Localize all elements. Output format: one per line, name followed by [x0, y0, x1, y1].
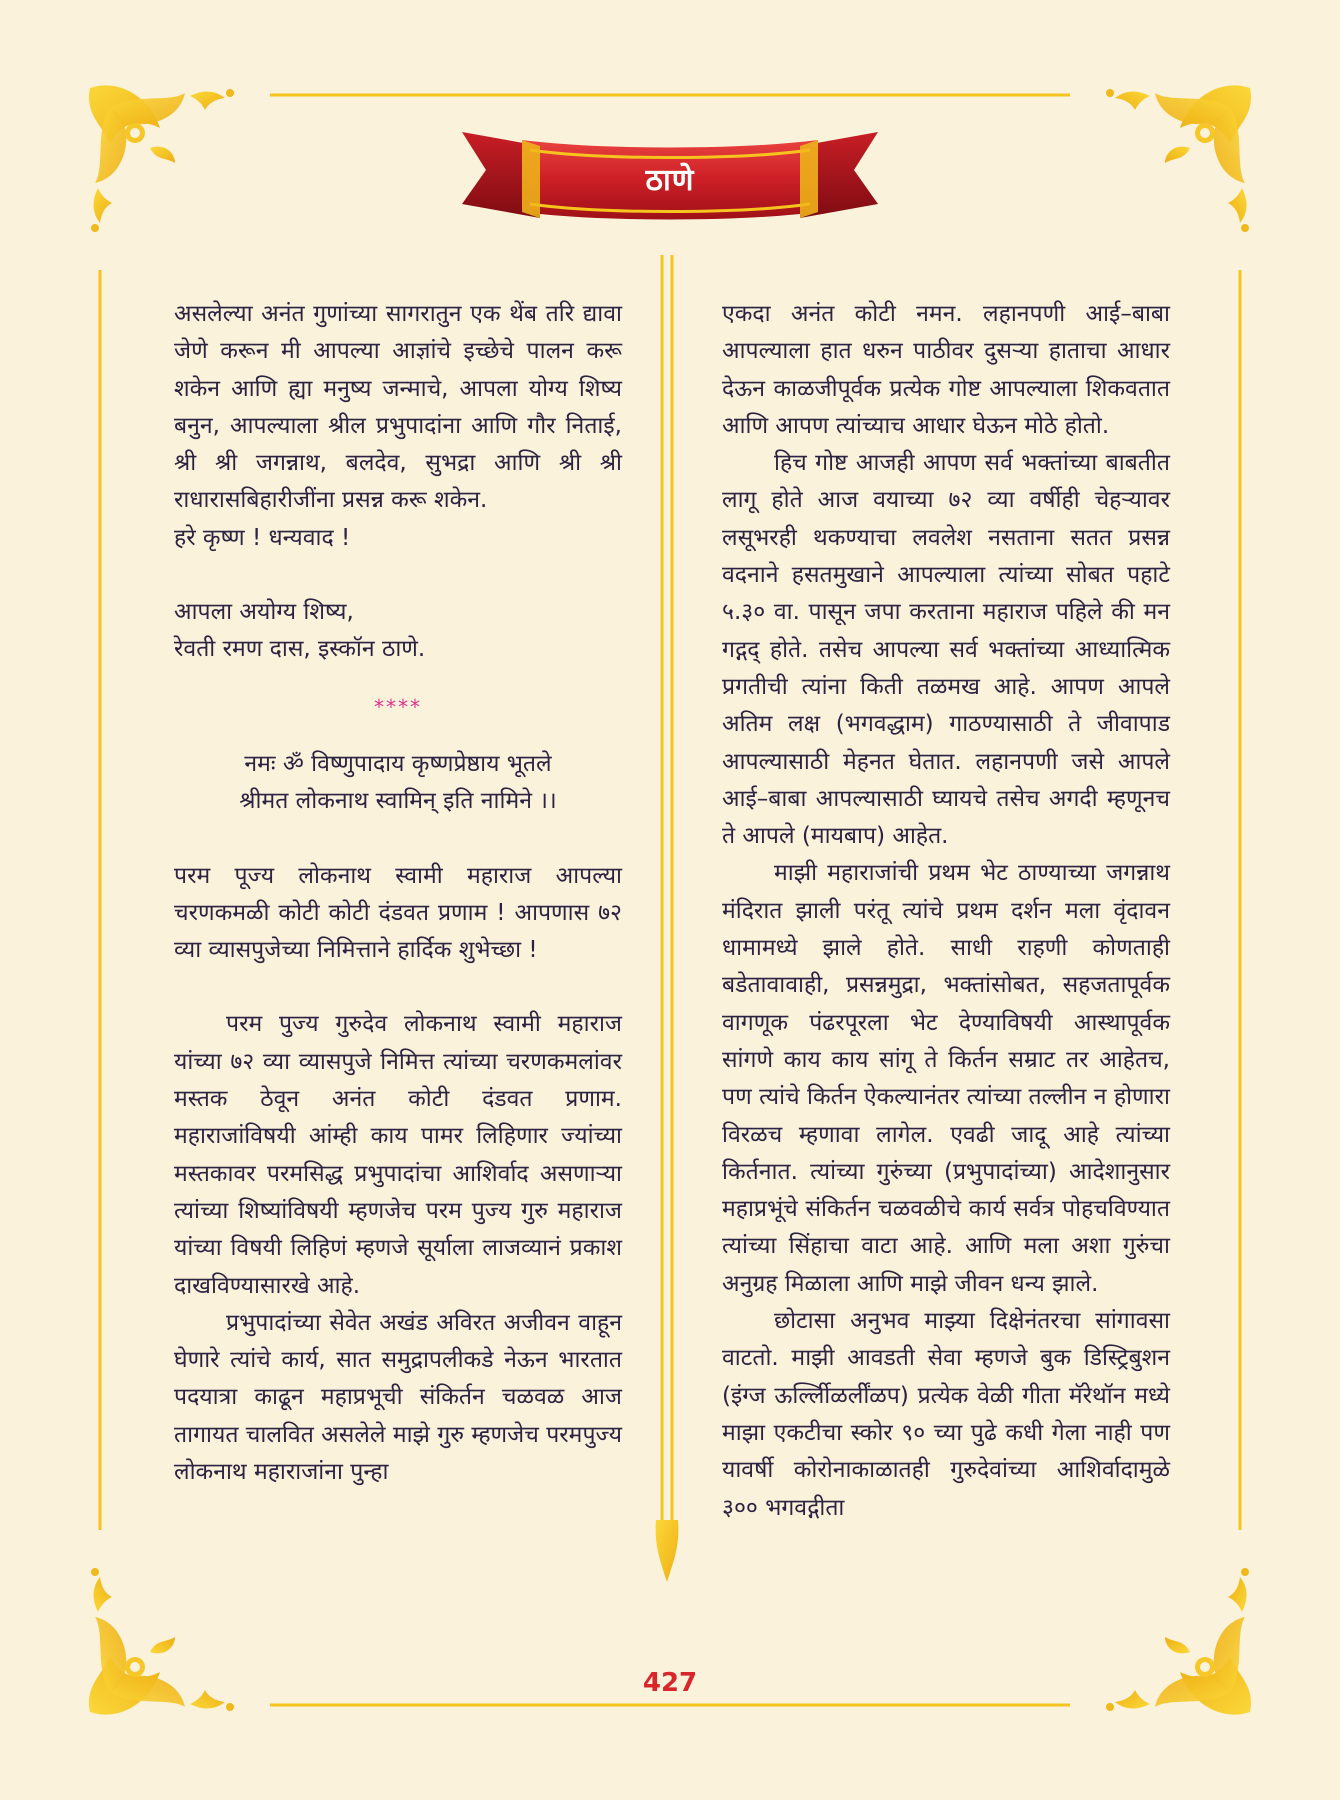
paragraph: असलेल्या अनंत गुणांच्या सागरातुन एक थेंब तरि द्यावा जेणे करून मी आपल्या आज्ञांचे इच्छेचे पालन करू शकेन आणि ह्या मनुष्य जन्माचे, आपला योग्य शिष्य बनुन, आपल्याला श्रील प्रभुपादांना आणि गौर निताई, श्री श्री जगन्नाथ, बलदेव, सुभद्रा आणि श्री श्री राधारासबिहारीजींना प्रसन्न करू शकेन.	[174, 301, 622, 514]
paragraph: प्रभुपादांच्या सेवेत अखंड अविरत अजीवन वाहून घेणारे त्यांचे कार्य, सात समुद्रापलीकडे नेऊन भारतात पदयात्रा काढून महाप्रभूची संकिर्तन चळवळ आज तागायत चालवित असलेले माझे गुरु म्हणजेच परमपुज्य लोकनाथ महाराजांना पुन्हा	[174, 1309, 622, 1486]
paragraph: हिच गोष्ट आजही आपण सर्व भक्तांच्या बाबतीत लागू होते आज वयाच्या ७२ व्या वर्षीही चेहऱ्यावर लसूभरही थकण्याचा लवलेश नसताना सतत प्रसन्न वदनाने हसतमुखाने आपल्याला त्यांच्या सोबत पहाटे ५.३० वा. पासून जपा करताना महाराज पहिले की मन गद्गद् होते. तसेच आपल्या सर्व भक्तांच्या आध्यात्मिक प्रगतीची त्यांना किती तळमख आहे. आपण आपले अतिम लक्ष (भगवद्धाम) गाठण्यासाठी ते जीवापाड आपल्यासाठी मेहनत घेतात. लहानपणी जसे आपले आई–बाबा आपल्यासाठी घ्यायचे तसेच अगदी म्हणूनच ते आपले (मायबाप) आहेत.	[722, 450, 1170, 850]
paragraph: परम पूज्य लोकनाथ स्वामी महाराज आपल्या चरणकमळी कोटी कोटी दंडवत प्रणाम ! आपणास ७२ व्या व्यासपुजेच्या निमित्ताने हार्दिक शुभेच्छा !	[174, 862, 622, 964]
page-title: ठाणे	[645, 163, 695, 198]
paragraph: परम पुज्य गुरुदेव लोकनाथ स्वामी महाराज यांच्या ७२ व्या व्यासपुजे निमित्त त्यांच्या चरणकमलांवर मस्तक ठेवून अनंत कोटी दंडवत प्रणाम. महाराजांविषयी आंम्ही काय पामर लिहिणार ज्यांच्या मस्तकावर परमसिद्ध प्रभुपादांचा आशिर्वाद असणाऱ्या त्यांच्या शिष्यांविषयी म्हणजेच परम पुज्य गुरु महाराज यांच्या विषयी लिहिणं म्हणजे सूर्याला लाजव्यानं प्रकाश दाखविण्यासारखे आहे.	[174, 1011, 622, 1299]
column-divider	[656, 255, 679, 1582]
paragraph: छोटासा अनुभव माझ्या दिक्षेनंतरचा सांगावसा वाटतो. माझी आवडती सेवा म्हणजे बुक डिस्ट्रिबुशन (इंग्ज ऊर्ल्लीिळर्लीेंळप) प्रत्येक वेळी गीता मॅरेथॉन मध्ये माझा एकटीचा स्कोर ९० च्या पुढे कधी गेला नाही पण यावर्षी कोरोनाकाळातही गुरुदेवांच्या आशिर्वादामुळे ३०० भगवद्गीता	[722, 1308, 1170, 1521]
signature-line: आपला अयोग्य शिष्य,	[174, 599, 354, 626]
paragraph: माझी महाराजांची प्रथम भेट ठाण्याच्या जगन्नाथ मंदिरात झाली परंतू त्यांचे प्रथम दर्शन मला वृंदावन धामामध्ये झाले होते. साधी राहणी कोणताही बडेतावावाही, प्रसन्नमुद्रा, भक्तांसोबत, सहजतापूर्वक वागणूक पंढरपूरला भेट देण्याविषयी आस्थापूर्वक सांगणे काय काय सांगू ते किर्तन सम्राट तर आहेतच, पण त्यांचे किर्तन ऐकल्यानंतर त्यांच्या तल्लीन न होणारा विरळच म्हणावा लागेल. एवढी जादू आहे त्यांच्या किर्तनात. त्यांच्या गुरुंच्या (प्रभुपादांच्या) आदेशानुसार महाप्रभूंचे संकिर्तन चळवळीचे कार्य सर्वत्र पोहचविण्यात त्यांच्या सिंहाचा वाटा आहे. आणि मला अशा गुरुंचा अनुग्रह मिळाला आणि माझे जीवन धन्य झाले.	[722, 860, 1170, 1297]
left-column	[174, 296, 622, 1491]
page-number: 427	[642, 1668, 698, 1698]
corner-ornament-top-right	[1106, 85, 1251, 232]
corner-ornament-bottom-right	[1106, 1568, 1251, 1715]
corner-ornament-top-left	[89, 85, 234, 232]
verse-line: श्रीमत लोकनाथ स्वामिन् इति नामिने ।।	[239, 788, 557, 815]
right-column	[722, 296, 1170, 1527]
section-separator: ****	[374, 694, 422, 719]
paragraph: हरे कृष्ण ! धन्यवाद !	[174, 524, 351, 551]
signature-line: रेवती रमण दास, इस्कॉन ठाणे.	[174, 636, 426, 663]
paragraph: एकदा अनंत कोटी नमन. लहानपणी आई–बाबा आपल्याला हात धरुन पाठीवर दुसऱ्या हाताचा आधार देऊन काळजीपूर्वक प्रत्येक गोष्ट आपल्याला शिकवतात आणि आपण त्यांच्याच आधार घेऊन मोठे होतो.	[722, 301, 1170, 439]
corner-ornament-bottom-left	[89, 1568, 234, 1715]
verse-line: नमः ॐ विष्णुपादाय कृष्णप्रेष्ठाय भूतले	[244, 750, 552, 777]
